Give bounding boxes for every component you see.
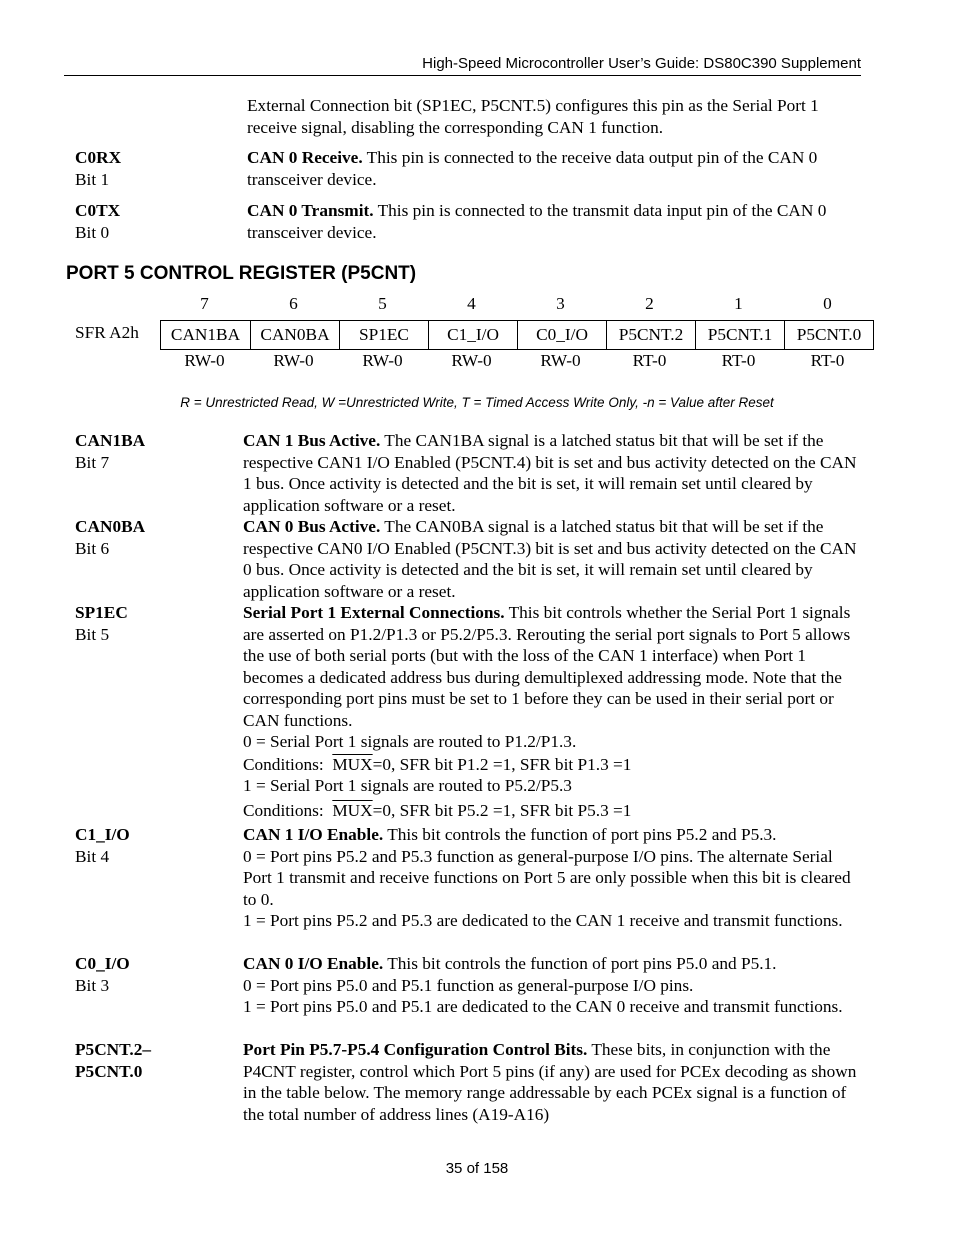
mux-signal: $\overline{MUX}$ [332, 754, 373, 774]
bit-number-1: 1 [734, 294, 743, 313]
bit-number-5: 5 [378, 294, 387, 313]
c0io-description [243, 953, 863, 1018]
register-bit-cell: SP1EC [339, 321, 428, 349]
c0io-name: C0_I/O [75, 954, 130, 973]
c0rx-text: This pin is connected to the receive data output pin of the CAN 0 transceiver device. [247, 148, 818, 189]
c0rx-lead: CAN 0 Receive. [247, 148, 363, 167]
c0tx-description [247, 200, 862, 243]
register-bit-cell: P5CNT.1 [695, 321, 784, 349]
c0io-text: This bit controls the function of port pins P5.0 and P5.1. [383, 954, 777, 973]
can0ba-bit: Bit 6 [75, 538, 110, 558]
access-value: RT-0 [632, 351, 667, 370]
intro-continuation: External Connection bit (SP1EC, P5CNT.5) configures this pin as the Serial Port 1 receive signal, disabling the corresponding CAN 1 function. [247, 96, 819, 137]
can1ba-label [75, 430, 145, 473]
condition-prefix: Conditions: [243, 754, 324, 774]
bit-number-7: 7 [200, 294, 209, 313]
c0rx-name: C0RX [75, 148, 122, 167]
can0ba-name: CAN0BA [75, 517, 146, 536]
c0tx-lead: CAN 0 Transmit. [247, 201, 374, 220]
c0tx-bit: Bit 0 [75, 222, 110, 242]
c1io-option-0: 0 = Port pins P5.2 and P5.3 function as general-purpose I/O pins. The alternate Serial Port 1 transmit and receive functions on Port 5 are only possible when this bit is cleared to 0. [243, 846, 851, 909]
c0io-label [75, 953, 130, 996]
c0rx-label [75, 147, 121, 190]
access-value: RW-0 [362, 351, 403, 370]
c1io-text: This bit controls the function of port pins P5.2 and P5.3. [383, 825, 777, 844]
register-bit-cell: CAN0BA [250, 321, 339, 349]
can1ba-lead: CAN 1 Bus Active. [243, 431, 381, 450]
c0tx-text: This pin is connected to the transmit data input pin of the CAN 0 transceiver device. [247, 201, 827, 242]
sp1ec-name: SP1EC [75, 603, 128, 622]
register-bit-table [160, 320, 874, 350]
p5cnt-text: These bits, in conjunction with the P4CNT register, control which Port 5 pins (if any) are used for PCEx decoding as shown in the table below. The memory range addressable by each PCEx signal is a function of the total number of address lines (A19-A16) [243, 1040, 857, 1124]
sp1ec-description [243, 602, 863, 821]
can1ba-description [243, 430, 863, 516]
register-bit-cell: P5CNT.2 [606, 321, 695, 349]
c0io-bit: Bit 3 [75, 975, 110, 995]
can0ba-text: The CAN0BA signal is a latched status bit that will be set if the respective CAN0 I/O Enabled (P5CNT.3) bit is set and bus activity detected on the CAN 0 bus. Once activity is detected and the bit is set, it will remain set until cleared by application software or a reset. [243, 517, 857, 601]
sp1ec-option-1: 1 = Serial Port 1 signals are routed to P5.2/P5.3 [243, 776, 572, 795]
access-value: RW-0 [184, 351, 225, 370]
c0io-option-1: 1 = Port pins P5.0 and P5.1 are dedicated to the CAN 0 receive and transmit functions. [243, 997, 843, 1016]
p5cnt-label [75, 1039, 151, 1082]
can0ba-lead: CAN 0 Bus Active. [243, 517, 381, 536]
c1io-option-1: 1 = Port pins P5.2 and P5.3 are dedicated to the CAN 1 receive and transmit functions. [243, 911, 843, 930]
running-header: High-Speed Microcontroller User’s Guide: DS80C390 Supplement [422, 55, 861, 72]
access-value: RT-0 [721, 351, 756, 370]
p5cnt-description [243, 1039, 863, 1125]
mux-signal: $\overline{MUX}$ [332, 800, 373, 820]
register-bit-cell: CAN1BA [170, 325, 241, 344]
access-value: RW-0 [451, 351, 492, 370]
c0tx-label [75, 200, 120, 243]
sp1ec-condition-1 [243, 800, 863, 822]
sp1ec-option-0: 0 = Serial Port 1 signals are routed to P1.2/P1.3. [243, 732, 577, 751]
sp1ec-text: This bit controls whether the Serial Port 1 signals are asserted on P1.2/P1.3 or P5.2/P5.3. Rerouting the serial port signals to Port 5 allows the use of both serial ports (but with the loss of the CAN 1 interface) when Port 1 becomes a dedicated address bus during demultiplexed addressing mode. Note that the corresponding port pins must be set to 1 before they can be used in their serial port or CAN functions. [243, 603, 851, 730]
sp1ec-label [75, 602, 128, 645]
c0io-lead: CAN 0 I/O Enable. [243, 954, 384, 973]
c1io-description [243, 824, 863, 932]
c1io-label [75, 824, 130, 867]
condition-text: =0, SFR bit P5.2 =1, SFR bit P5.3 =1 [372, 800, 632, 820]
condition-text: =0, SFR bit P1.2 =1, SFR bit P1.3 =1 [372, 754, 632, 774]
can0ba-label [75, 516, 145, 559]
bit-number-6: 6 [289, 294, 298, 313]
sp1ec-bit: Bit 5 [75, 624, 110, 644]
sfr-address: SFR A2h [75, 323, 139, 342]
c0rx-description [247, 147, 862, 190]
bit-number-2: 2 [645, 294, 654, 313]
p5cnt-name: P5CNT.2– [75, 1040, 152, 1059]
register-bit-cell: P5CNT.0 [784, 321, 873, 349]
can0ba-description [243, 516, 863, 602]
condition-prefix: Conditions: [243, 800, 324, 820]
sp1ec-condition-0 [243, 754, 863, 776]
c0rx-bit: Bit 1 [75, 169, 110, 189]
access-value: RW-0 [273, 351, 314, 370]
can1ba-text: The CAN1BA signal is a latched status bit that will be set if the respective CAN1 I/O Enabled (P5CNT.4) bit is set and bus activity detected on the CAN 1 bus. Once activity is detected and the bit is set, it will remain set until cleared by application software or a reset. [243, 431, 857, 515]
bit-number-3: 3 [556, 294, 565, 313]
can1ba-bit: Bit 7 [75, 452, 110, 472]
bit-number-4: 4 [467, 294, 476, 313]
c1io-bit: Bit 4 [75, 846, 110, 866]
c0io-option-0: 0 = Port pins P5.0 and P5.1 function as general-purpose I/O pins. [243, 975, 694, 995]
access-value: RW-0 [540, 351, 581, 370]
register-bit-cell: C1_I/O [428, 321, 517, 349]
p5cnt-bit: P5CNT.0 [75, 1061, 143, 1081]
can1ba-name: CAN1BA [75, 431, 146, 450]
c1io-lead: CAN 1 I/O Enable. [243, 825, 384, 844]
access-legend: R = Unrestricted Read, W =Unrestricted Write, T = Timed Access Write Only, -n = Value after Reset [180, 395, 774, 410]
header-rule [64, 75, 861, 76]
c1io-name: C1_I/O [75, 825, 130, 844]
register-bit-cell: C0_I/O [517, 321, 606, 349]
p5cnt-lead: Port Pin P5.7-P5.4 Configuration Control Bits. [243, 1040, 588, 1059]
c0tx-name: C0TX [75, 201, 121, 220]
sp1ec-lead: Serial Port 1 External Connections. [243, 603, 505, 622]
bit-number-0: 0 [823, 294, 832, 313]
access-value: RT-0 [810, 351, 845, 370]
section-title: PORT 5 CONTROL REGISTER (P5CNT) [66, 263, 417, 284]
page-number: 35 of 158 [445, 1160, 509, 1177]
